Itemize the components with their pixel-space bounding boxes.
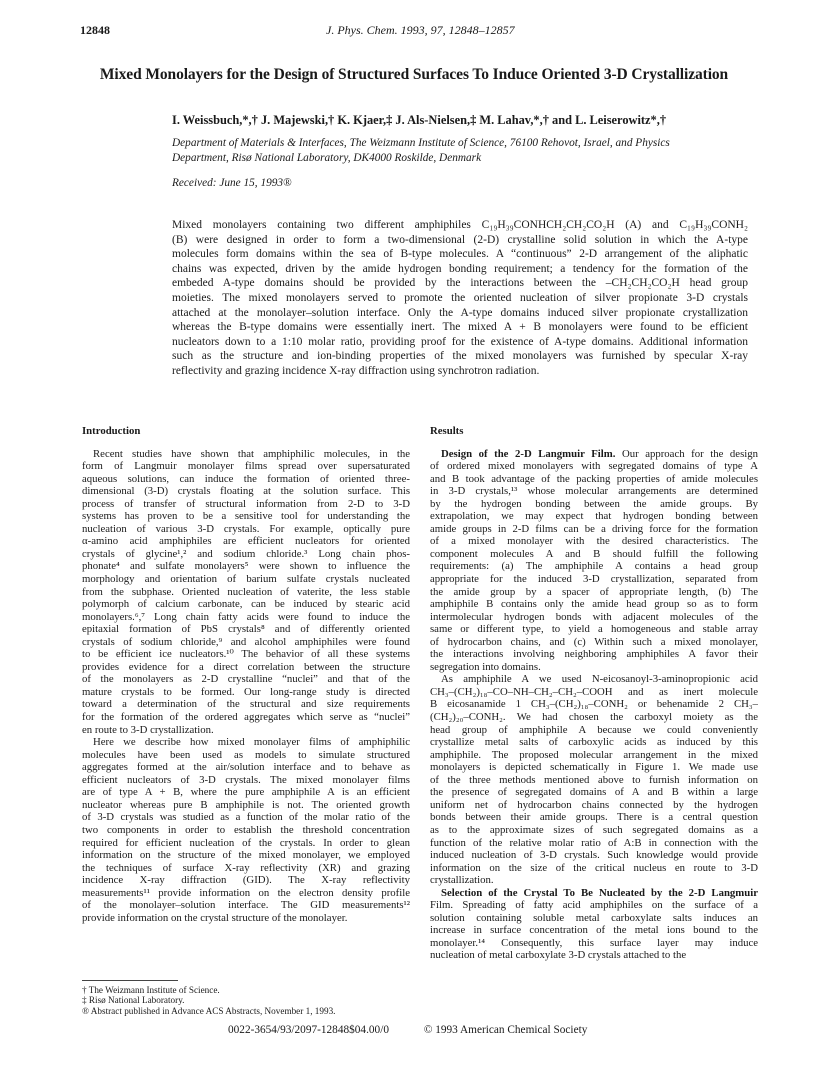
affiliation-line: Department of Materials & Interfaces, The Weizmann Institute of Science, 76100 Rehovot, Israel, and Physics [172,137,670,149]
results-line: head group of amphiphile A because we could conveniently [430,723,758,736]
abstract-line: (B) were designed in order to form a two-dimensional (2-D) crystalline solid solution in which the A-type [172,233,748,246]
introduction-line: required for efficient nucleation of the crystals. In order to glean [82,836,410,849]
results-line: of a mixed monolayer with the desired characteristics. The [430,535,758,548]
introduction-line: the techniques of surface X-ray reflectivity (XR) and grazing [82,861,410,874]
introduction-line: of the monolayer–solution interface. The GID measurements¹² [82,899,410,912]
abstract-line: moieties. The mixed monolayers served to promote the oriented nucleation of silver propionate 3-D crystals [172,291,748,304]
results-line: uniform net of hydrocarbon chains connected by the hydrogen [430,798,758,811]
results-line: Film. Spreading of fatty acid amphiphiles on the surface of a [430,899,758,912]
introduction-line: aqueous solutions, can induce the formation of oriented three- [82,472,410,485]
introduction-line: process of transfer of structural information from 2-D to 3-D [82,497,410,510]
abstract-line: nucleators down to a 1:10 molar ratio, providing proof for the existence of A-type domains. Additional information [172,335,748,348]
affiliations [172,136,742,166]
introduction-line: polymorph of calcium carbonate, can be induced by stearic acid [82,598,410,611]
introduction-line: mature crystals to be formed. Our long-range study is directed [82,685,410,698]
introduction-line: epitaxial formation of PbS crystals⁸ and of differently oriented [82,623,410,636]
abstract-line: reflectivity and grazing incidence X-ray diffraction using synchrotron radiation. [172,364,540,377]
results-line: induced nucleation of 3-D crystals. Such knowledge would provide [430,849,758,862]
introduction-line: efficient nucleators of 3-D crystals. The mixed monolayer films [82,773,410,786]
footnote: † The Weizmann Institute of Science. [82,985,220,995]
introduction-line: Here we describe how mixed monolayer films of amphiphilic [93,736,410,749]
footnote-rule [82,980,178,981]
results-line: the presence of segregated domains of A and B within a large [430,786,758,799]
subsection-heading: Selection of the Crystal To Be Nucleated by the 2-D Langmuir [441,886,758,899]
introduction-line: en route to 3-D crystallization. [82,723,214,736]
introduction-line: from the subphase. Oriented nucleation of vaterite, the less stable [82,585,410,598]
introduction-line: phonate⁴ and sulfate monolayers⁵ were shown to influence the [82,560,410,573]
journal-citation: J. Phys. Chem. 1993, 97, 12848–12857 [326,23,515,37]
introduction-line: crystals of sodium chloride,⁹ and alcohol amphiphiles were found [82,635,410,648]
introduction-line: provide information on the crystal structure of the monolayer. [82,911,348,924]
running-header [80,23,742,39]
footnote: ‡ Risø National Laboratory. [82,995,185,1006]
results-line: amphiphile B contains only the amide head group so as to form [430,598,758,611]
results-line: bonds between their amide groups. There is a central question [430,811,758,824]
results-line: function of the relative molar ratio of A:B in connection with the [430,836,758,849]
results-line: increase in surface concentration of the metal ions bound to the [430,924,758,937]
introduction-line: monolayers.⁶,⁷ Long chain fatty acids were found to induce the [82,610,410,623]
results-line: monolayers is depicted schematically in Figure 1. We made use [430,761,758,774]
abstract-line: attached at the monolayer–solution interface. Only the A-type domains induced silver propionate crystallization [172,306,748,319]
page-footer [228,1024,587,1036]
abstract [172,218,748,379]
abstract-line: such as the structure and ion-binding properties of the mixed monolayers was furnished by specular X-ray [172,350,748,363]
introduction-body [82,448,410,925]
introduction-line: form of Langmuir monolayer films spread over supersaturated [82,460,410,473]
introduction-line: measurements¹¹ provide information on the electron density profile [82,886,410,899]
results-column [430,425,758,962]
footnotes [82,985,410,1016]
article-code: 0022-3654/93/2097-12848$04.00/0 [228,1024,389,1036]
results-line-text: Our approach for the design [615,447,758,460]
introduction-line: information on the structure of the mixed monolayer, we employed [82,849,410,862]
results-line: extrapolation, we may expect that hydrogen bonding between [430,510,758,523]
abstract-line: whereas the B-type domains were essentially inert. The mixed A + B monolayers were found to be efficient [172,321,748,334]
introduction-line: nucleator whereas pure B amphiphile is not. The oriented growth [82,798,410,811]
introduction-line: of 3-D crystals was studied as a function of the molar ratio of the [82,811,410,824]
article-title: Mixed Monolayers for the Design of Structured Surfaces To Induce Oriented 3-D Crystallization [99,66,729,83]
introduction-line: nucleation of various 3-D crystals. For example, optically pure [82,522,410,535]
copyright: © 1993 American Chemical Society [423,1024,588,1036]
introduction-line: incidence X-ray diffraction (GID). The X-ray reflectivity [82,874,410,887]
introduction-line: to be efficient ice nucleators.¹⁰ The behavior of all these systems [82,648,410,661]
introduction-line: crystals of glycine¹,² and sodium chloride.³ Long chain phos- [82,547,410,560]
results-line: amphiphile. The proposed molecular arrangement in the mixed [430,748,758,761]
introduction-line: of the monolayers as 2-D crystalline “nuclei” and that of the [82,673,410,686]
results-line: in 3-D crystals,¹³ whose molecular arrangements are determined [430,485,758,498]
introduction-line: systems has proven to be a sensitive tool for understanding the [82,510,410,523]
introduction-line: for the formation of the ordered aggregates which serve as “nuclei” [82,711,410,724]
results-line: and B took advantage of the packing properties of amide molecules [430,472,758,485]
results-line: of ordered mixed monolayers with segregated domains of type A [430,460,758,473]
subsection-heading: Design of the 2-D Langmuir Film. [441,447,616,460]
results-heading: Results [430,425,464,437]
results-line: of the three methods mentioned above to furnish information on [430,773,758,786]
abstract-line: embeded A-type domains should be provided by the interactions between the –CH₂CH₂CO₂H head group [172,277,748,290]
results-line: the interactions involving neighboring amphiphiles A favor their [430,648,758,661]
results-line: amide groups in 2-D films can be a driving force for the formation [430,522,758,535]
results-line: component molecules A and B should fulfill the following [430,547,758,560]
introduction-line: Recent studies have shown that amphiphilic molecules, in the [93,447,410,460]
page-number: 12848 [80,23,110,37]
results-line: crystallize metal salts of carboxylic acids as induced by this [430,736,758,749]
results-line: intermolecular hydrogen bonds with adjacent molecules of the [430,610,758,623]
results-line [430,448,758,461]
received-date: Received: June 15, 1993® [172,177,292,189]
results-line: of hydrocarbon chains, and (c) Within such a mixed monolayer, [430,635,758,648]
introduction-line: molecules have been used as models to simulate structured [82,748,410,761]
results-line: As amphiphile A we used N-eicosanoyl-3-aminopropionic acid [441,673,758,686]
introduction-line: aggregates formed at the air/solution interface and to behave as [82,761,410,774]
results-line: appropriate for the induced 3-D crystallization, separated from [430,573,758,586]
footnote: ® Abstract published in Advance ACS Abstracts, November 1, 1993. [82,1005,336,1016]
results-line: same or different type, to yield a homogeneous and stable array [430,623,758,636]
introduction-heading: Introduction [82,425,141,437]
introduction-line: provides evidence for a direct correlation between the structure [82,660,410,673]
results-line: as to the approximate sizes of such segregated domains as a [430,823,758,836]
introduction-line: dimensional (3-D) crystals floating at the solution surface. This [82,485,410,498]
results-line: nucleation of metal carboxylate 3-D crystals attached to the [430,949,687,962]
results-line: monolayer.¹⁴ Consequently, this surface layer may induce [430,936,758,949]
results-line: CH₃–(CH₂)₁₈–CO–NH–CH₂–CH₂–COOH and as inert molecule [430,685,758,698]
introduction-line: α-amino acid amphiphiles are efficient nucleators for oriented [82,535,410,548]
results-line: (CH₂)₂₀–CONH₂. We had chosen the carboxyl moiety as the [430,711,758,724]
introduction-line: toward a determination of the structural and size requirements [82,698,410,711]
introduction-line: morphology and orientation of barium sulfate crystals nucleated [82,573,410,586]
results-line: crystallization. [430,874,494,887]
results-line: B eicosanamide 1 CH₃–(CH₂)₁₈–CONH₂ or behenamide 2 CH₃– [430,698,758,711]
results-line: information on the size of the critical nucleus en route to 3-D [430,861,758,874]
introduction-line: are of type A + B, where the pure amphiphile A is an efficient [82,786,410,799]
introduction-column [82,425,410,924]
abstract-line: molecules form domains within the sea of B-type molecules. A “continuous” 2-D arrangement of the aliphatic [172,248,748,261]
results-line: segregation into domains. [430,660,541,673]
affiliation-line: Department, Risø National Laboratory, DK4000 Roskilde, Denmark [172,152,482,164]
results-line: requirements: (a) The amphiphile A contains a head group [430,560,758,573]
abstract-line: Mixed monolayers containing two different amphiphiles C₁₉H₃₉CONHCH₂CH₂CO₂H (A) and C₁₉H₃₉CONH₂ [172,219,748,231]
introduction-line: two components in order to establish the threshold concentration [82,823,410,836]
results-line: solution containing soluble metal carboxylate salts induces an [430,911,758,924]
author-list: I. Weissbuch,*,† J. Majewski,† K. Kjaer,‡ J. Als-Nielsen,‡ M. Lahav,*,† and L. Leiserowitz*,† [172,113,667,127]
results-line: by the hydrogen bonding between the amide groups. By [430,497,758,510]
results-body [430,448,758,962]
results-line: the amide group by a spacer of appropriate length, (b) The [430,585,758,598]
abstract-line: chains was expected, driven by the amide hydrogen bonding requirement; a tendency for the formation of the [172,262,748,275]
